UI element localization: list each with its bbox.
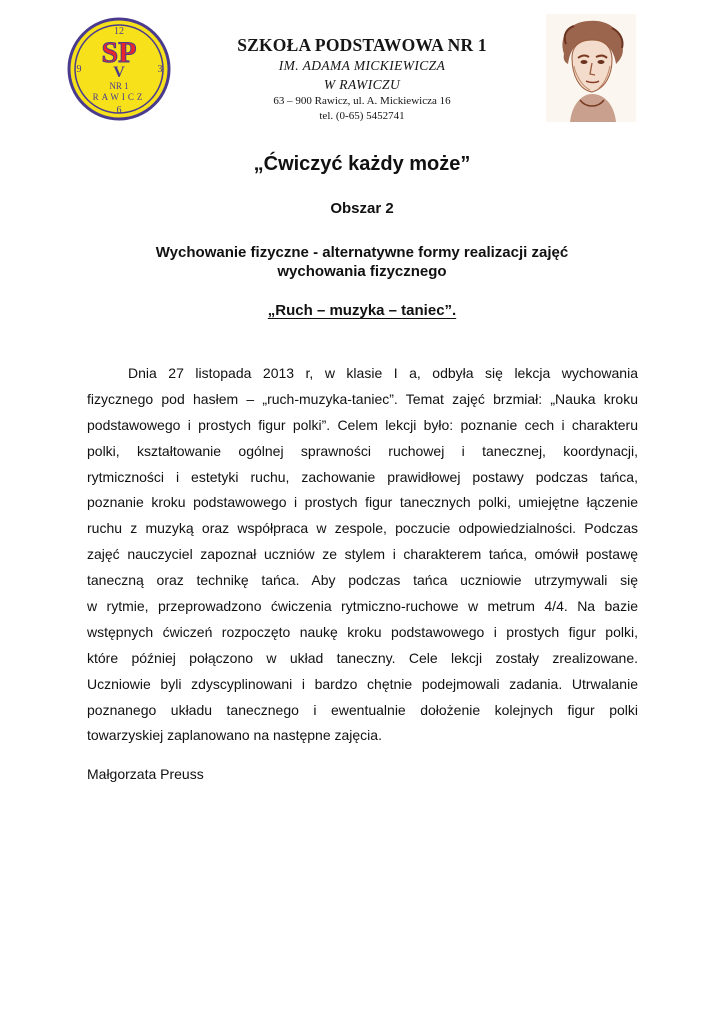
school-city: W RAWICZU [323, 77, 401, 92]
paragraph-line: Uczniowie byli zdyscyplinowani i bardzo chętnie podejmowali zadania. Utrwalanie [87, 675, 638, 692]
paragraph-line: poznanego układu tanecznego i ewentualnie dołożenie kolejnych figur polki [87, 701, 638, 718]
logo-clock-3: 3 [157, 64, 163, 75]
paragraph-line: towarzyskiej zaplanowano na następne zajęcia. [87, 727, 382, 744]
author-signature: Małgorzata Preuss [87, 766, 204, 782]
school-address: 63 – 900 Rawicz, ul. A. Mickiewicza 16 [273, 95, 451, 107]
motto-heading: „Ruch – muzyka – taniec”. [267, 302, 457, 319]
school-phone: tel. (0-65) 5452741 [319, 110, 405, 122]
paragraph-line: podstawowego i prostych figur polki”. Celem lekcji było: poznanie cech i charakteru [87, 416, 638, 433]
logo-nr: NR 1 [109, 81, 129, 91]
document-title: „Ćwiczyć każdy może” [253, 153, 471, 175]
paragraph-line: rytmiczności i estetyki ruchu, zachowanie prawidłowej postawy podczas tańca, [87, 468, 638, 485]
logo-city: RAWICZ [92, 92, 146, 102]
school-info [190, 34, 534, 124]
paragraph-line: ruchu z muzyką oraz współpraca w zespole, poczucie odpowiedzialności. Podczas [87, 520, 638, 537]
area-heading: Obszar 2 [330, 200, 394, 217]
paragraph-line: które później połączono w układ taneczny. Cele lekcji zostały zrealizowane. [87, 649, 638, 666]
school-patron: IM. ADAMA MICKIEWICZA [278, 58, 446, 73]
paragraph-line: zajęć nauczyciel zapoznał uczniów ze stylem i charakterem tańca, omówił postawę [87, 546, 638, 563]
school-logo [67, 17, 171, 121]
paragraph-line: w rytmie, przeprowadzono ćwiczenia rytmiczno-ruchowe w metrum 4/4. Na bazie [87, 598, 638, 615]
subject-line: Wychowanie fizyczne - alternatywne formy realizacji zajęć [155, 244, 569, 261]
logo-v-letter: V [113, 64, 125, 81]
paragraph-line: fizycznego pod hasłem – „ruch-muzyka-taniec”. Temat zajęć brzmiał: „Nauka kroku [87, 390, 638, 407]
paragraph-line: Dnia 27 listopada 2013 r, w klasie I a, odbyła się lekcja wychowania [128, 365, 638, 381]
school-name: SZKOŁA PODSTAWOWA NR 1 [237, 35, 487, 55]
subject-heading [100, 243, 624, 281]
logo-clock-12: 12 [114, 26, 124, 37]
paragraph-line: taneczną oraz technikę tańca. Aby podczas tańca uczniowie utrzymywali się [87, 572, 638, 589]
letterhead [0, 0, 724, 135]
paragraph-line: wstępnych ćwiczeń rozpoczęto naukę kroku podstawowego i prostych figur polki, [87, 623, 638, 640]
portrait-icon [546, 14, 636, 122]
logo-letters: SP [101, 36, 137, 69]
logo-clock-9: 9 [76, 64, 82, 75]
subject-line: wychowania fizycznego [277, 263, 447, 280]
paragraph-line: poznanie kroku podstawowego i prostych figur tanecznych polki, umiejętne łączenie [87, 494, 638, 511]
body-paragraph [87, 361, 638, 749]
paragraph-line: polki, kształtowanie ogólnej sprawności ruchowej i tanecznej, koordynacji, [87, 442, 638, 459]
logo-clock-6: 6 [116, 105, 122, 116]
